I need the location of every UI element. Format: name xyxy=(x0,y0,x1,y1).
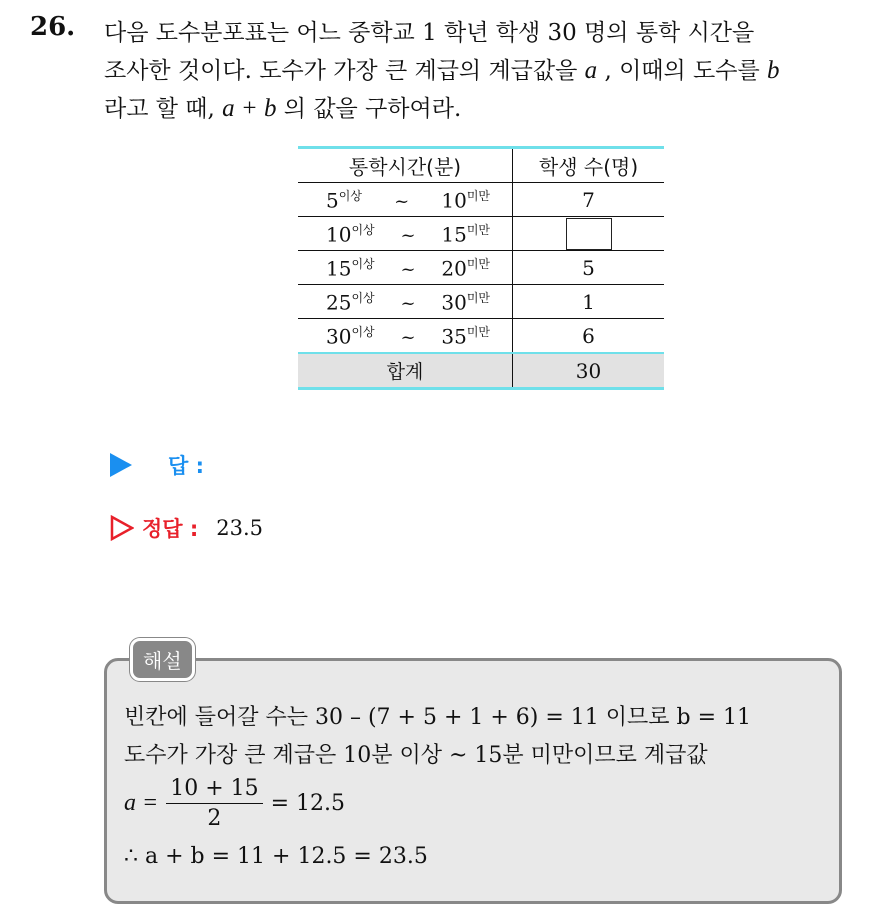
answer-label: 답 : xyxy=(168,454,204,478)
table-row xyxy=(298,285,664,319)
table-row xyxy=(298,217,664,251)
variable-a: a xyxy=(584,57,598,84)
variable-b: b xyxy=(767,57,780,84)
correct-answer-value: 23.5 xyxy=(216,516,264,540)
answer-row xyxy=(110,450,204,480)
header-commute-time: 통학시간(분) xyxy=(298,148,513,183)
total-label: 합계 xyxy=(298,353,513,389)
question-number: 26. xyxy=(30,12,76,42)
formula-lhs: a = xyxy=(124,790,159,816)
frequency-cell: 7 xyxy=(513,183,665,217)
fraction-numerator: 10 + 15 xyxy=(166,776,262,804)
table-total-row xyxy=(298,353,664,389)
outline-triangle-icon xyxy=(110,515,134,541)
frequency-cell: 5 xyxy=(513,251,665,285)
frequency-table xyxy=(298,146,664,390)
table-row xyxy=(298,251,664,285)
expression-a-plus-b: a + b xyxy=(222,95,277,122)
fraction-denominator: 2 xyxy=(207,806,222,831)
question-text-segment: 라고 할 때, xyxy=(104,96,223,122)
table-header-row xyxy=(298,148,664,183)
class-interval: $5^{이상}$ ~ $10^{미만}$ xyxy=(298,183,513,217)
class-interval: $10^{이상}$ ~ $15^{미만}$ xyxy=(298,217,513,251)
explanation-line-3 xyxy=(124,776,345,831)
question-text-line-1: 다음 도수분포표는 어느 중학교 1 학년 학생 30 명의 통학 시간을 xyxy=(104,20,755,46)
question-text-segment: , 이때의 도수를 xyxy=(597,58,768,84)
class-interval: $15^{이상}$ ~ $20^{미만}$ xyxy=(298,251,513,285)
question-text-line-2 xyxy=(104,52,780,85)
frequency-cell: 1 xyxy=(513,285,665,319)
formula-rhs: = 12.5 xyxy=(270,791,346,816)
total-value: 30 xyxy=(513,353,665,389)
explanation-line-4: ∴ a + b = 11 + 12.5 = 23.5 xyxy=(124,844,428,869)
explanation-line-1: 빈칸에 들어갈 수는 30 – (7 + 5 + 1 + 6) = 11 이므로 b = 11 xyxy=(124,705,752,730)
fraction xyxy=(166,776,262,831)
correct-answer-label: 정답 : xyxy=(142,517,199,541)
explanation-line-2: 도수가 가장 큰 계급은 10분 이상 ~ 15분 미만이므로 계급값 xyxy=(124,743,708,768)
table-row xyxy=(298,319,664,354)
play-triangle-icon xyxy=(110,453,132,477)
correct-answer-row xyxy=(110,513,263,543)
question-text-line-3 xyxy=(104,90,461,123)
frequency-cell-blank xyxy=(513,217,665,251)
explanation-tag: 해설 xyxy=(130,638,195,681)
table-row xyxy=(298,183,664,217)
header-student-count: 학생 수(명) xyxy=(513,148,665,183)
blank-answer-box xyxy=(566,218,612,250)
question-text-segment: 조사한 것이다. 도수가 가장 큰 계급의 계급값을 xyxy=(104,58,585,84)
class-interval: $25^{이상}$ ~ $30^{미만}$ xyxy=(298,285,513,319)
class-interval: $30^{이상}$ ~ $35^{미만}$ xyxy=(298,319,513,354)
question-text-segment: 의 값을 구하여라. xyxy=(276,96,462,122)
frequency-cell: 6 xyxy=(513,319,665,354)
